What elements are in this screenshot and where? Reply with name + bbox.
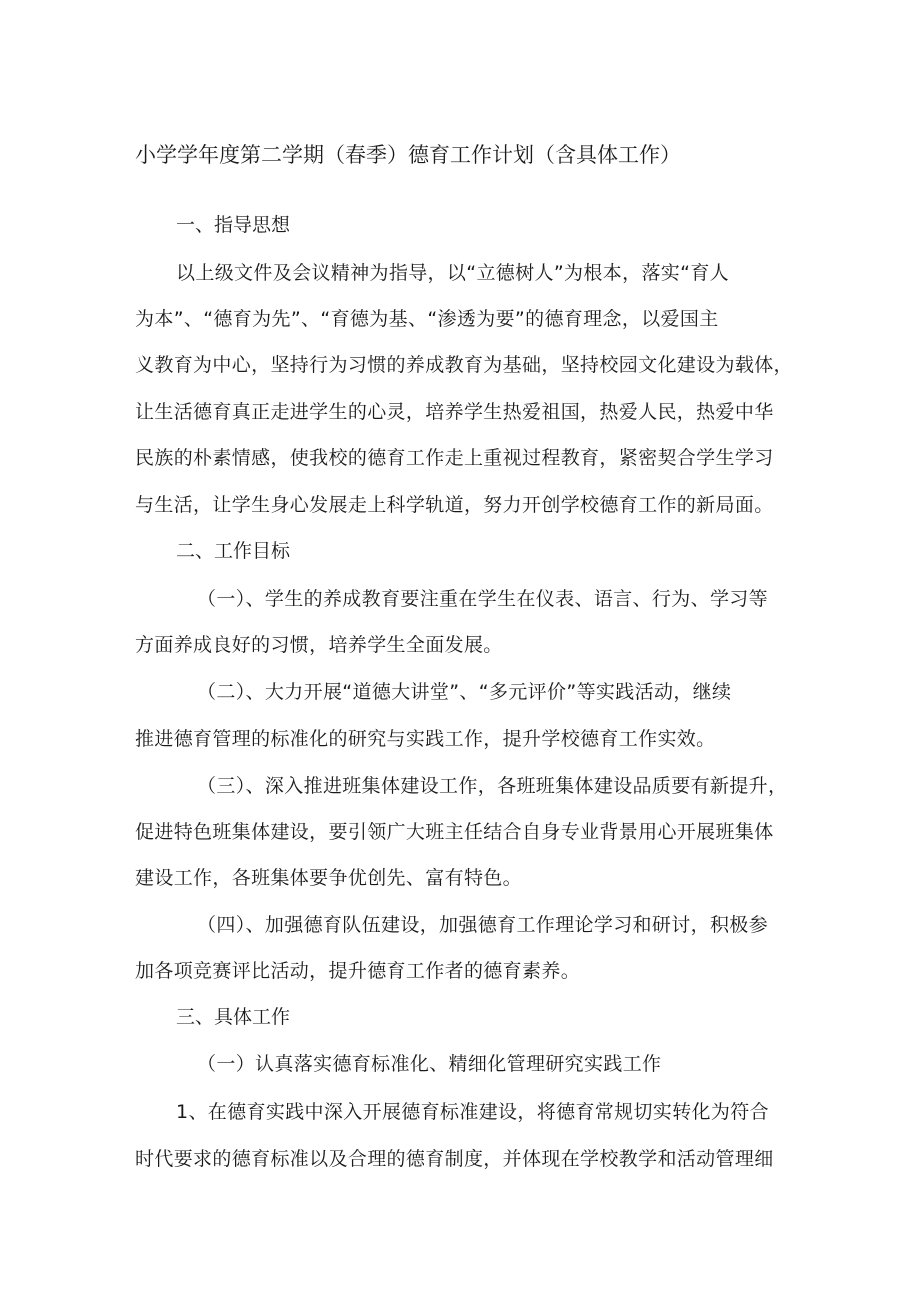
- paragraph-line: 推进德育管理的标准化的研究与实践工作，提升学校德育工作实效。: [135, 728, 716, 750]
- section-subheading: （一）认真落实德育标准化、精细化管理研究实践工作: [197, 1053, 662, 1075]
- section-heading: 三、具体工作: [176, 1006, 291, 1028]
- paragraph-line: （三）、深入推进班集体建设工作，各班班集体建设品质要有新提升，: [197, 775, 788, 797]
- paragraph-line: 让生活德育真正走进学生的心灵，培养学生热爱祖国，热爱人民，热爱中华: [135, 401, 774, 423]
- document-title: 小学学年度第二学期（春季）德育工作计划（含具体工作）: [135, 143, 681, 167]
- paragraph-line: 义教育为中心，坚持行为习惯的养成教育为基础，坚持校园文化建设为载体，: [135, 354, 793, 376]
- paragraph-line: 以上级文件及会议精神为指导，以“立德树人”为根本，落实“育人: [176, 262, 730, 284]
- paragraph-line: 促进特色班集体建设，要引领广大班主任结合自身专业背景用心开展班集体: [135, 821, 774, 843]
- paragraph-line: 为本”、“德育为先”、“育德为基、“渗透为要”的德育理念，以爱国主: [135, 308, 719, 330]
- paragraph-line: 与生活，让学生身心发展走上科学轨道，努力开创学校德育工作的新局面。: [135, 494, 774, 516]
- paragraph-line: 1、在德育实践中深入开展德育标准建设，将德育常规切实转化为符合: [176, 1101, 769, 1123]
- paragraph-line: （四）、加强德育队伍建设，加强德育工作理论学习和研讨，积极参: [197, 914, 769, 936]
- paragraph-line: 加各项竞赛评比活动，提升德育工作者的德育素养。: [135, 960, 581, 982]
- section-heading: 一、指导思想: [176, 214, 291, 236]
- paragraph-line: 建设工作，各班集体要争优创先、富有特色。: [135, 867, 523, 889]
- paragraph-line: （二）、大力开展“道德大讲堂”、“多元评价”等实践活动，继续: [197, 681, 732, 703]
- paragraph-line: （一）、学生的养成教育要注重在学生在仪表、语言、行为、学习等: [197, 588, 769, 610]
- section-heading: 二、工作目标: [176, 540, 291, 562]
- paragraph-line: 方面养成良好的习惯，培养学生全面发展。: [135, 634, 503, 656]
- paragraph-line: 民族的朴素情感，使我校的德育工作走上重视过程教育，紧密契合学生学习: [135, 447, 774, 469]
- paragraph-line: 时代要求的德育标准以及合理的德育制度，并体现在学校教学和活动管理细: [135, 1148, 774, 1170]
